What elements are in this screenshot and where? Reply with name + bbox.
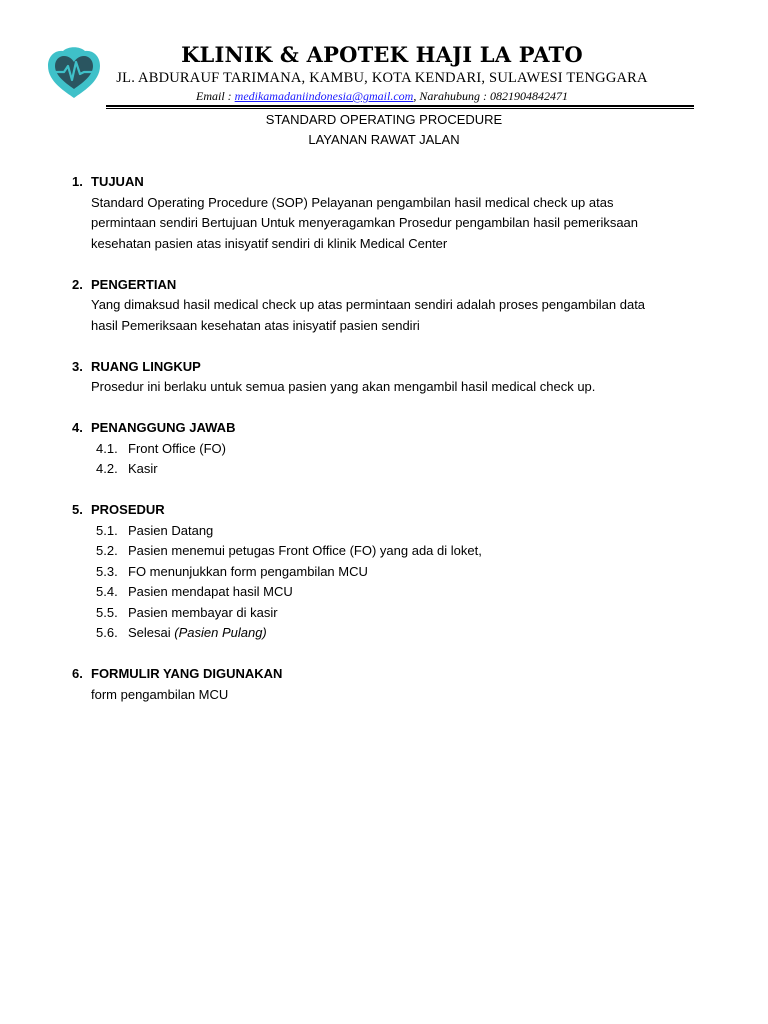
item-number: 5.6. [96, 625, 118, 640]
email-label: Email : [195, 89, 235, 103]
item-text: Kasir [128, 461, 158, 476]
section-number: 1. [72, 174, 83, 189]
sop-content [72, 172, 712, 726]
list-item [72, 562, 712, 583]
item-note: (Pasien Pulang) [174, 625, 267, 640]
section-heading [72, 418, 712, 439]
item-number: 5.2. [96, 543, 118, 558]
body-line: hasil Pemeriksaan kesehatan atas inisyatif pasien sendiri [91, 317, 420, 333]
body-line: Standard Operating Procedure (SOP) Pelayanan pengambilan hasil medical check up atas [91, 194, 614, 210]
body-line: Prosedur ini berlaku untuk semua pasien yang akan mengambil hasil medical check up. [91, 379, 596, 394]
email-link[interactable]: medikamadaniindonesia@gmail.com [234, 89, 414, 103]
letterhead [0, 0, 768, 110]
phone-contact: , Narahubung : 0821904842471 [413, 89, 569, 103]
item-text: FO menunjukkan form pengambilan MCU [128, 563, 368, 579]
section-body [72, 685, 712, 706]
clinic-name: KLINIK & APOTEK HAJI LA PATO [181, 42, 583, 67]
section-prosedur [72, 500, 712, 644]
list-item [72, 541, 712, 562]
section-heading [72, 172, 712, 193]
header-rule-thin [106, 108, 694, 109]
section-number: 4. [72, 420, 83, 435]
list-item [72, 459, 712, 480]
doc-title: STANDARD OPERATING PROCEDURE [265, 112, 503, 127]
section-pengertian [72, 275, 712, 337]
item-number: 5.4. [96, 584, 118, 599]
list-item [72, 521, 712, 542]
body-line: kesehatan pasien atas inisyatif sendiri di klinik Medical Center [91, 235, 448, 251]
list-item [72, 623, 712, 644]
section-body [72, 193, 712, 255]
item-number: 5.5. [96, 604, 118, 620]
item-text: Pasien Datang [128, 522, 214, 538]
section-title: PENGERTIAN [91, 276, 177, 292]
section-number: 3. [72, 358, 83, 374]
section-title: TUJUAN [91, 174, 144, 189]
item-text: Front Office (FO) [128, 440, 226, 456]
item-number: 4.2. [96, 461, 118, 476]
clinic-address: JL. ABDURAUF TARIMANA, KAMBU, KOTA KENDARI, SULAWESI TENGGARA [116, 70, 648, 86]
section-heading [72, 357, 712, 378]
section-number: 2. [72, 276, 83, 292]
section-title: FORMULIR YANG DIGUNAKAN [91, 666, 283, 681]
section-number: 6. [72, 666, 83, 681]
section-heading [72, 664, 712, 685]
item-number: 5.3. [96, 563, 118, 579]
doc-subtitle: LAYANAN RAWAT JALAN [308, 132, 460, 147]
header-rule-thick [106, 105, 694, 107]
section-title: PROSEDUR [91, 502, 165, 517]
section-body [72, 377, 712, 398]
item-number: 4.1. [96, 440, 118, 456]
section-tujuan [72, 172, 712, 254]
section-title: RUANG LINGKUP [91, 358, 201, 374]
item-text: Selesai [128, 625, 175, 640]
heart-pulse-icon [44, 42, 104, 102]
section-ruang-lingkup [72, 357, 712, 398]
item-text: Pasien mendapat hasil MCU [128, 584, 293, 599]
clinic-contact [130, 89, 634, 104]
item-text: Pasien menemui petugas Front Office (FO) yang ada di loket, [128, 543, 482, 558]
body-line: Yang dimaksud hasil medical check up atas permintaan sendiri adalah proses pengambilan data [91, 297, 646, 312]
list-item [72, 582, 712, 603]
item-text: Pasien membayar di kasir [128, 604, 278, 620]
body-line: permintaan sendiri Bertujuan Untuk menyeragamkan Prosedur pengambilan hasil pemeriksaan [91, 215, 639, 230]
section-heading [72, 500, 712, 521]
section-body [72, 295, 712, 336]
list-item [72, 603, 712, 624]
section-heading [72, 275, 712, 296]
item-number: 5.1. [96, 522, 118, 538]
section-number: 5. [72, 502, 83, 517]
body-line: form pengambilan MCU [91, 686, 229, 702]
section-penanggung-jawab [72, 418, 712, 480]
list-item [72, 439, 712, 460]
section-title: PENANGGUNG JAWAB [91, 420, 236, 435]
section-formulir [72, 664, 712, 705]
